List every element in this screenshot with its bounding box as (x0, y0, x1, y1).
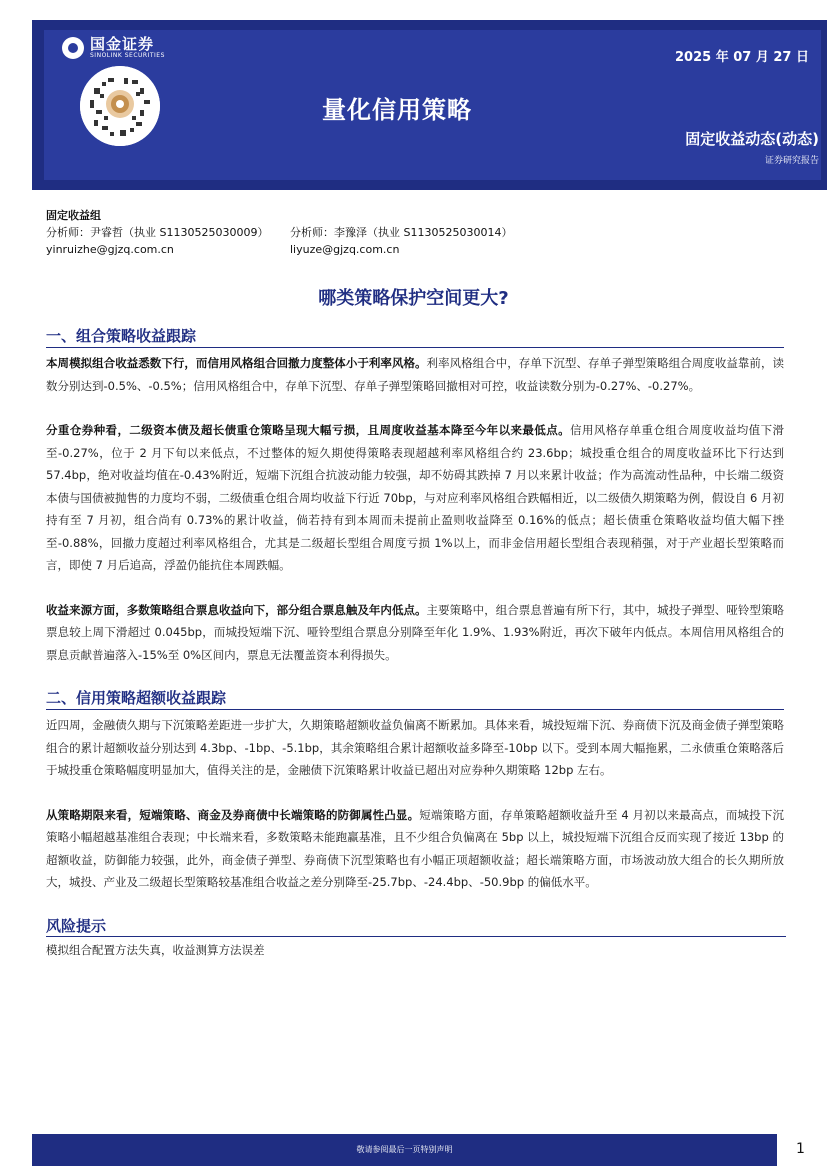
section-2-paragraph-1 (46, 714, 784, 782)
logo-en: SINOLINK SECURITIES (90, 52, 165, 59)
section-1-paragraph-3 (46, 599, 784, 667)
section-2-paragraph-2 (46, 804, 784, 894)
article-body (46, 326, 784, 959)
para-lead: 分重仓券种看，二级资本债及超长债重仓策略呈现大幅亏损，且周度收益基本降至今年以来最低点。 (46, 423, 571, 437)
analyst-team (46, 208, 786, 258)
para-text: 近四周，金融债久期与下沉策略差距进一步扩大，久期策略超额收益负偏离不断累加。具体来看，城投短端下沉、券商债下沉及商金债子弹型策略组合的累计超额收益分别达到 4.3bp、-1bp、-5.1bp，其余策略组合累计超额收益多降至-10bp 以下。受到本周大幅拖累，二永债重仓策略落后于城投重仓策略幅度明显加大，值得关注的是，金融债下沉策略累计收益已超出对应券种久期策略 12bp 左右。 (46, 718, 784, 777)
para-lead: 从策略期限来看，短端策略、商金及券商债中长端策略的防御属性凸显。 (46, 807, 420, 822)
page-number: 1 (796, 1141, 805, 1157)
article-headline: 哪类策略保护空间更大? (318, 288, 509, 309)
section-1-paragraph-1 (46, 352, 784, 397)
risk-heading: 风险提示 (46, 916, 786, 937)
para-lead: 收益来源方面，多数策略组合票息收益向下，部分组合票息触及年内低点。 (46, 602, 427, 617)
analyst-1: 分析师：尹睿哲（执业 S1130525030009） (46, 226, 269, 239)
section-2-heading: 二、信用策略超额收益跟踪 (46, 688, 784, 710)
report-title: 量化信用策略 (322, 96, 472, 124)
company-logo (62, 36, 165, 60)
risk-text: 模拟组合配置方法失真，收益测算方法误差 (46, 942, 265, 957)
analyst-2-email: liyuze@gjzq.com.cn (290, 243, 400, 256)
report-date: 2025 年 07 月 27 日 (675, 50, 809, 65)
para-text: 信用风格存单重仓组合周度收益均值下滑至-0.27%，位于 2 月下旬以来低点，不过整体的短久期使得策略表现超越利率风格组合约 23.6bp；城投重仓组合的周度收益环比下行达到 57.4bp，绝对收益均值在-0.43%附近，短端下沉组合抗波动能力较强，却不妨碍其跌掉 7 月以来累计收益；作为高流动性品种，中长端二级资本债与国债被抛售的力度均不弱，二级债重仓组合周均收益下行近 70bp，与对应利率风格组合跌幅相近，以二级债久期策略为例，假设自 6 月初持有至 7 月初，组合尚有 0.73%的累计收益，倘若持有到本周而未提前止盈则收益降至 0.16%的低点；超长债重仓策略收益均值大幅下挫至-0.88%，回撤力度超过利率风格组合，尤其是二级超长型组合周度亏损 1%以上，而非金信用超长型组合表现稍强，对于产业超长型策略而言，即使 7 月后追高，浮盈仍能抗住本周跌幅。 (46, 423, 784, 572)
team-group: 固定收益组 (46, 209, 101, 222)
report-subtitle: 证券研究报告 (764, 156, 819, 166)
report-type: 固定收益动态(动态) (685, 130, 819, 148)
logo-icon (62, 37, 84, 59)
qr-code-icon (80, 66, 160, 146)
para-lead: 本周模拟组合收益悉数下行，而信用风格组合回撤力度整体小于利率风格。 (46, 356, 427, 370)
footer-bar (32, 1134, 777, 1166)
footer-disclaimer: 敬请参阅最后一页特别声明 (356, 1145, 453, 1154)
section-1-heading: 一、组合策略收益跟踪 (46, 326, 784, 348)
analyst-1-email: yinruizhe@gjzq.com.cn (46, 243, 174, 256)
para-text: 利率风格组合中，存单下沉型、存单子弹型策略组合周度收益靠前，读数分别达到-0.5%、-0.5%；信用风格组合中，存单下沉型、存单子弹型策略回撤相对可控，收益读数分别为-0.27%、-0.27%。 (46, 356, 784, 393)
para-text: 主要策略中，组合票息普遍有所下行，其中，城投子弹型、哑铃型策略票息较上周下滑超过 0.045bp，而城投短端下沉、哑铃型组合票息分别降至年化 1.9%、1.93%附近，再次下破年内低点。本周信用风格组合的票息贡献普遍落入-15%至 0%区间内，票息无法覆盖资本利得损失。 (46, 602, 784, 662)
section-1-paragraph-2 (46, 419, 784, 577)
logo-cn: 国金证券 (90, 35, 155, 53)
para-text: 短端策略方面，存单策略超额收益升至 4 月初以来最高点，而城投下沉策略小幅超越基准组合表现；中长端来看，多数策略未能跑赢基准，且不少组合负偏离在 5bp 以上，城投短端下沉组合反而实现了接近 13bp 的超额收益，防御能力较强，此外，商金债子弹型、券商债下沉型策略也有小幅正项超额收益；超长端策略方面，市场波动放大组合的长久期所放大，城投、产业及二级超长型策略较基准组合收益之差分别降至-25.7bp、-24.4bp、-50.9bp 的偏低水平。 (46, 807, 784, 889)
analyst-2: 分析师：李豫泽（执业 S1130525030014） (290, 226, 513, 239)
